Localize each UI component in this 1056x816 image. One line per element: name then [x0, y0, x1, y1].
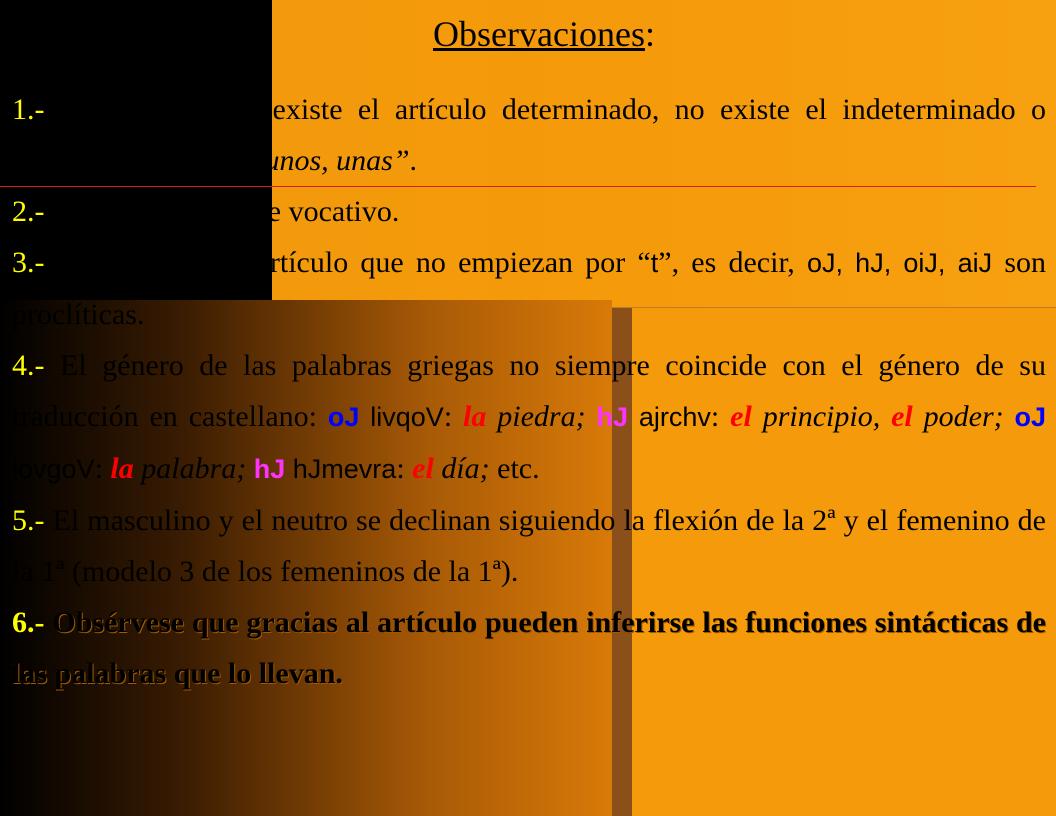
item-number: 1.-: [12, 93, 45, 126]
greek-forms: oJ, hJ, oiJ, aiJ: [806, 248, 993, 278]
observation-1: 1.- En Griego sólo existe el artículo determinado, no existe el indeterminado o indefinido “un, una, unos, unas”.: [12, 93, 1046, 177]
slide-content: [12, 10, 1046, 699]
slide-title: Observaciones:: [433, 14, 655, 54]
item-number: 5.-: [12, 504, 45, 537]
item-number: 2.-: [12, 195, 45, 228]
observation-2: 2.- El artículo no tiene vocativo.: [12, 195, 400, 228]
item-number: 6.-: [12, 606, 45, 639]
observation-5: 5.- El masculino y el neutro se declinan siguiendo la flexión de la 2ª y el femenino de la 1ª (modelo 3 de los femeninos de la 1ª).: [12, 504, 1046, 588]
item-number: 3.-: [12, 246, 45, 279]
observation-3: 3.- Las formas del artículo que no empiezan por “t”, es decir, oJ, hJ, oiJ, aiJ son proclíticas.: [12, 246, 1046, 331]
item-number: 4.-: [12, 349, 45, 382]
observation-4: 4.- El género de las palabras griegas no siempre coincide con el género de su traducción en castellano: oJ livqoV: la piedra; hJ ajrchv: el principio, el poder; oJ lovgoV: la palabra; hJ hJmevra: el día; etc.: [12, 349, 1047, 485]
observation-6: 6.- Obsérvese que gracias al artículo pueden inferirse las funciones sintácticas de las palabras que lo llevan.: [12, 606, 1046, 690]
